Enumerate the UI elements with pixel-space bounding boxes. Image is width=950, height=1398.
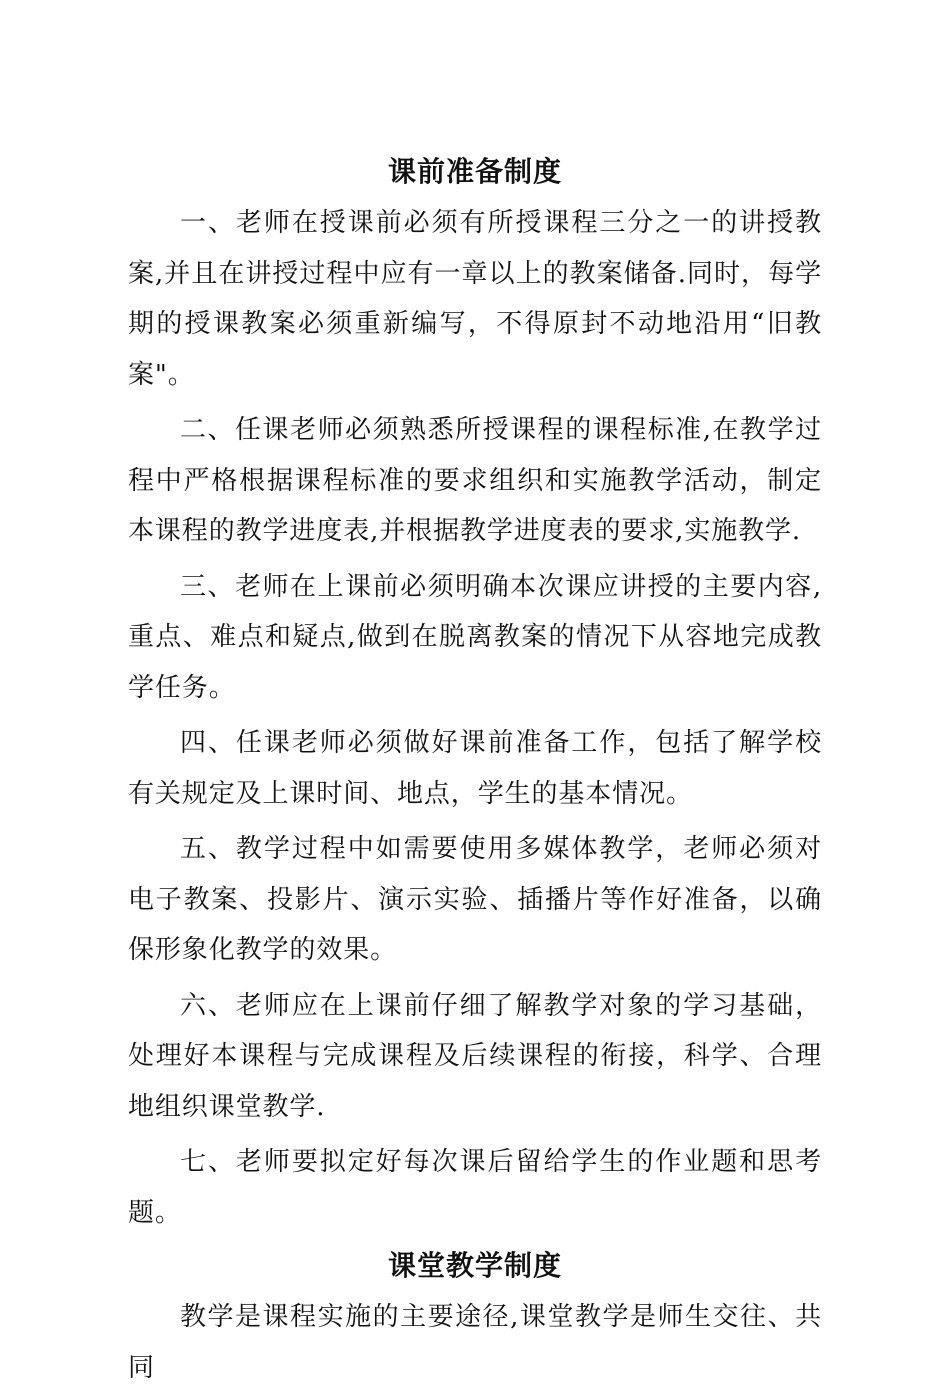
paragraph-6: 六、老师应在上课前仔细了解教学对象的学习基础，处理好本课程与完成课程及后续课程的衔接，科学、合理地组织课堂教学. — [128, 990, 822, 1122]
paragraph-classroom-1: 教学是课程实施的主要途径,课堂教学是师生交往、共同 — [128, 1302, 822, 1383]
paragraph-5: 五、教学过程中如需要使用多媒体教学，老师必须对电子教案、投影片、演示实验、插播片等作好准备，以确保形象化教学的效果。 — [128, 834, 822, 965]
paragraph-3: 三、老师在上课前必须明确本次课应讲授的主要内容,重点、难点和疑点,做到在脱离教案的情况下从容地完成教学任务。 — [128, 571, 822, 703]
section-title-classroom: 课堂教学制度 — [387, 1249, 562, 1282]
paragraph-2: 二、任课老师必须熟悉所授课程的课程标准,在教学过程中严格根据课程标准的要求组织和实施教学活动，制定本课程的教学进度表,并根据教学进度表的要求,实施教学. — [128, 415, 822, 546]
paragraph-1: 一、老师在授课前必须有所授课程三分之一的讲授教案,并且在讲授过程中应有一章以上的教案储备.同时，每学期的授课教案必须重新编写，不得原封不动地沿用“旧教案"。 — [128, 208, 822, 390]
paragraph-4: 四、任课老师必须做好课前准备工作，包括了解学校有关规定及上课时间、地点，学生的基本情况。 — [128, 728, 822, 809]
document-body — [128, 146, 822, 1398]
section-title-pre-class: 课前准备制度 — [387, 155, 562, 188]
paragraph-7: 七、老师要拟定好每次课后留给学生的作业题和思考题。 — [128, 1147, 822, 1228]
